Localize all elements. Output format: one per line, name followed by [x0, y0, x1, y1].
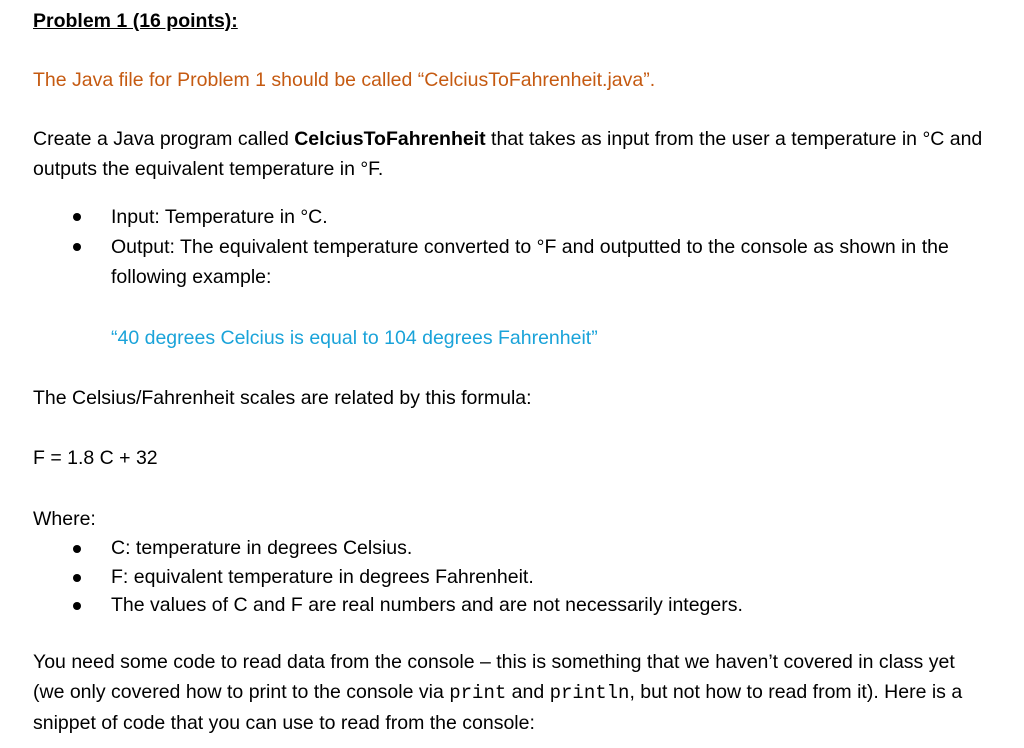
where-bullet-list [33, 534, 983, 620]
value-type-note: The values of C and F are real numbers and are not necessarily integers. [111, 594, 743, 616]
conversion-formula: F = 1.8 C + 32 [33, 447, 158, 469]
bullet-icon [73, 602, 81, 610]
println-code: println [549, 682, 630, 704]
outro-text-3: , but not how to read from it). Here is a snippet of code that you can use to read from the console: [33, 681, 963, 734]
list-item [33, 534, 983, 563]
input-description: Input: Temperature in °C. [111, 206, 328, 228]
formula-intro: The Celsius/Fahrenheit scales are related by this formula: [33, 387, 532, 409]
problem-heading: Problem 1 (16 points): [33, 10, 238, 32]
bullet-icon [73, 545, 81, 553]
c-definition: C: temperature in degrees Celsius. [111, 537, 413, 559]
io-bullet-list [33, 202, 983, 292]
console-input-note [33, 647, 988, 738]
file-name-note: The Java file for Problem 1 should be called “CelciusToFahrenheit.java”. [33, 69, 656, 91]
problem-intro [33, 124, 983, 184]
print-code: print [449, 682, 507, 704]
list-item [33, 202, 983, 232]
f-definition: F: equivalent temperature in degrees Fahrenheit. [111, 565, 534, 588]
bullet-icon [73, 243, 81, 251]
bullet-icon [73, 213, 81, 221]
output-description: Output: The equivalent temperature converted to °F and outputted to the console as shown in the following example: [111, 236, 949, 288]
example-output: “40 degrees Celcius is equal to 104 degrees Fahrenheit” [111, 327, 598, 349]
program-name: CelciusToFahrenheit [294, 128, 486, 150]
intro-text-end: that takes as input from the user a temperature in °C and outputs the equivalent temperature in °F. [33, 128, 983, 180]
intro-text-start: Create a Java program called [33, 128, 295, 150]
outro-text-1: You need some code to read data from the console – this is something that we haven’t covered in class yet (we only covered how to print to the console via [33, 651, 955, 703]
list-item [33, 563, 983, 592]
where-label: Where: [33, 508, 96, 530]
outro-text-2: and [506, 681, 550, 703]
list-item [33, 591, 983, 620]
bullet-icon [73, 574, 81, 582]
list-item [33, 232, 983, 292]
